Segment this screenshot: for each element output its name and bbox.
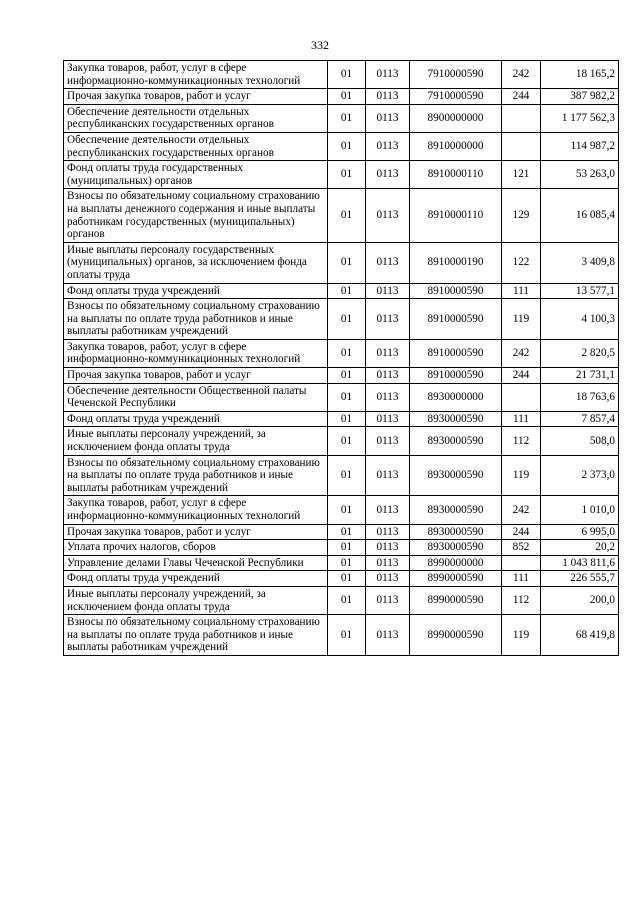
row-expense-type-cell <box>502 104 541 132</box>
row-subsection-cell: 0113 <box>366 89 410 105</box>
row-section-cell: 01 <box>328 61 366 89</box>
row-subsection-cell: 0113 <box>366 299 410 340</box>
row-section-cell: 01 <box>328 383 366 411</box>
row-amount-cell: 114 987,2 <box>541 132 619 160</box>
row-expense-type-cell: 112 <box>502 586 541 614</box>
row-name-cell: Прочая закупка товаров, работ и услуг <box>64 368 328 384</box>
row-subsection-cell: 0113 <box>366 242 410 283</box>
row-name-cell: Взносы по обязательному социальному страхованию на выплаты по оплате труда работников и иные выплаты работникам учреждений <box>64 455 328 496</box>
row-amount-cell: 2 820,5 <box>541 339 619 367</box>
row-expense-type-cell: 242 <box>502 61 541 89</box>
table-row <box>64 61 619 89</box>
row-subsection-cell: 0113 <box>366 455 410 496</box>
row-target-cell: 8910000110 <box>410 189 502 242</box>
table-row <box>64 339 619 367</box>
row-amount-cell: 53 263,0 <box>541 161 619 189</box>
budget-table <box>63 60 619 656</box>
row-name-cell: Иные выплаты персоналу учреждений, за исключением фонда оплаты труда <box>64 427 328 455</box>
row-amount-cell: 387 982,2 <box>541 89 619 105</box>
row-section-cell: 01 <box>328 615 366 656</box>
row-amount-cell: 1 043 811,6 <box>541 555 619 571</box>
row-expense-type-cell <box>502 132 541 160</box>
row-expense-type-cell: 244 <box>502 524 541 540</box>
row-name-cell: Уплата прочих налогов, сборов <box>64 540 328 556</box>
table-row <box>64 161 619 189</box>
table-row <box>64 368 619 384</box>
row-section-cell: 01 <box>328 242 366 283</box>
row-subsection-cell: 0113 <box>366 540 410 556</box>
row-section-cell: 01 <box>328 368 366 384</box>
table-row <box>64 411 619 427</box>
row-subsection-cell: 0113 <box>366 189 410 242</box>
row-target-cell: 8990000590 <box>410 615 502 656</box>
row-target-cell: 8990000590 <box>410 586 502 614</box>
row-amount-cell: 6 995,0 <box>541 524 619 540</box>
table-row <box>64 615 619 656</box>
row-expense-type-cell: 121 <box>502 161 541 189</box>
page-number: 332 <box>311 38 329 52</box>
row-subsection-cell: 0113 <box>366 524 410 540</box>
row-target-cell: 8910000590 <box>410 283 502 299</box>
row-amount-cell: 7 857,4 <box>541 411 619 427</box>
row-expense-type-cell <box>502 383 541 411</box>
row-expense-type-cell: 111 <box>502 571 541 587</box>
row-name-cell: Обеспечение деятельности отдельных республиканских государственных органов <box>64 132 328 160</box>
row-target-cell: 8910000190 <box>410 242 502 283</box>
row-subsection-cell: 0113 <box>366 496 410 524</box>
row-section-cell: 01 <box>328 571 366 587</box>
row-section-cell: 01 <box>328 496 366 524</box>
row-target-cell: 8930000000 <box>410 383 502 411</box>
row-name-cell: Иные выплаты персоналу учреждений, за исключением фонда оплаты труда <box>64 586 328 614</box>
row-subsection-cell: 0113 <box>366 132 410 160</box>
row-section-cell: 01 <box>328 524 366 540</box>
row-name-cell: Прочая закупка товаров, работ и услуг <box>64 89 328 105</box>
row-section-cell: 01 <box>328 339 366 367</box>
row-expense-type-cell: 244 <box>502 368 541 384</box>
row-amount-cell: 200,0 <box>541 586 619 614</box>
row-section-cell: 01 <box>328 104 366 132</box>
row-amount-cell: 68 419,8 <box>541 615 619 656</box>
row-name-cell: Фонд оплаты труда учреждений <box>64 571 328 587</box>
row-amount-cell: 226 555,7 <box>541 571 619 587</box>
row-target-cell: 8930000590 <box>410 411 502 427</box>
row-expense-type-cell: 242 <box>502 496 541 524</box>
row-name-cell: Фонд оплаты труда государственных (муниципальных) органов <box>64 161 328 189</box>
table-row <box>64 524 619 540</box>
row-amount-cell: 21 731,1 <box>541 368 619 384</box>
row-target-cell: 8910000000 <box>410 132 502 160</box>
table-row <box>64 283 619 299</box>
row-subsection-cell: 0113 <box>366 615 410 656</box>
table-row <box>64 455 619 496</box>
row-amount-cell: 1 177 562,3 <box>541 104 619 132</box>
table-row <box>64 540 619 556</box>
row-name-cell: Обеспечение деятельности отдельных республиканских государственных органов <box>64 104 328 132</box>
row-section-cell: 01 <box>328 555 366 571</box>
table-row <box>64 496 619 524</box>
table-row <box>64 89 619 105</box>
row-section-cell: 01 <box>328 540 366 556</box>
row-amount-cell: 18 165,2 <box>541 61 619 89</box>
row-section-cell: 01 <box>328 89 366 105</box>
row-expense-type-cell: 242 <box>502 339 541 367</box>
row-amount-cell: 13 577,1 <box>541 283 619 299</box>
row-expense-type-cell: 119 <box>502 615 541 656</box>
row-target-cell: 8910000110 <box>410 161 502 189</box>
row-target-cell: 8910000590 <box>410 299 502 340</box>
row-subsection-cell: 0113 <box>366 161 410 189</box>
row-section-cell: 01 <box>328 455 366 496</box>
row-amount-cell: 1 010,0 <box>541 496 619 524</box>
table-row <box>64 427 619 455</box>
row-name-cell: Закупка товаров, работ, услуг в сфере информационно-коммуникационных технологий <box>64 339 328 367</box>
table-row <box>64 383 619 411</box>
row-target-cell: 8990000000 <box>410 555 502 571</box>
row-section-cell: 01 <box>328 299 366 340</box>
row-subsection-cell: 0113 <box>366 555 410 571</box>
row-subsection-cell: 0113 <box>366 283 410 299</box>
row-name-cell: Взносы по обязательному социальному страхованию на выплаты денежного содержания и иные выплаты работникам государственных (муниципальных) органов <box>64 189 328 242</box>
row-target-cell: 8930000590 <box>410 455 502 496</box>
row-expense-type-cell: 244 <box>502 89 541 105</box>
row-target-cell: 8910000590 <box>410 368 502 384</box>
table-row <box>64 299 619 340</box>
row-name-cell: Фонд оплаты труда учреждений <box>64 283 328 299</box>
row-target-cell: 7910000590 <box>410 61 502 89</box>
row-target-cell: 8910000590 <box>410 339 502 367</box>
row-name-cell: Прочая закупка товаров, работ и услуг <box>64 524 328 540</box>
table-row <box>64 242 619 283</box>
row-subsection-cell: 0113 <box>366 411 410 427</box>
row-subsection-cell: 0113 <box>366 571 410 587</box>
row-expense-type-cell: 129 <box>502 189 541 242</box>
row-subsection-cell: 0113 <box>366 427 410 455</box>
row-expense-type-cell: 111 <box>502 283 541 299</box>
row-subsection-cell: 0113 <box>366 339 410 367</box>
row-section-cell: 01 <box>328 161 366 189</box>
row-expense-type-cell <box>502 555 541 571</box>
row-amount-cell: 18 763,6 <box>541 383 619 411</box>
row-amount-cell: 4 100,3 <box>541 299 619 340</box>
row-name-cell: Взносы по обязательному социальному страхованию на выплаты по оплате труда работников и иные выплаты работникам учреждений <box>64 615 328 656</box>
row-section-cell: 01 <box>328 132 366 160</box>
row-section-cell: 01 <box>328 189 366 242</box>
row-subsection-cell: 0113 <box>366 104 410 132</box>
table-row <box>64 104 619 132</box>
row-section-cell: 01 <box>328 283 366 299</box>
row-name-cell: Обеспечение деятельности Общественной палаты Чеченской Республики <box>64 383 328 411</box>
row-target-cell: 8930000590 <box>410 427 502 455</box>
row-target-cell: 8930000590 <box>410 496 502 524</box>
row-name-cell: Фонд оплаты труда учреждений <box>64 411 328 427</box>
row-subsection-cell: 0113 <box>366 586 410 614</box>
row-target-cell: 8990000590 <box>410 571 502 587</box>
row-expense-type-cell: 111 <box>502 411 541 427</box>
row-name-cell: Взносы по обязательному социальному страхованию на выплаты по оплате труда работников и иные выплаты работникам учреждений <box>64 299 328 340</box>
row-target-cell: 8930000590 <box>410 540 502 556</box>
row-target-cell: 8900000000 <box>410 104 502 132</box>
row-name-cell: Закупка товаров, работ, услуг в сфере информационно-коммуникационных технологий <box>64 61 328 89</box>
row-subsection-cell: 0113 <box>366 368 410 384</box>
row-amount-cell: 2 373,0 <box>541 455 619 496</box>
budget-table-body <box>64 61 619 656</box>
row-expense-type-cell: 112 <box>502 427 541 455</box>
row-expense-type-cell: 119 <box>502 455 541 496</box>
row-name-cell: Иные выплаты персоналу государственных (муниципальных) органов, за исключением фонда оплаты труда <box>64 242 328 283</box>
table-row <box>64 555 619 571</box>
row-section-cell: 01 <box>328 411 366 427</box>
table-row <box>64 189 619 242</box>
row-amount-cell: 16 085,4 <box>541 189 619 242</box>
row-subsection-cell: 0113 <box>366 61 410 89</box>
row-amount-cell: 20,2 <box>541 540 619 556</box>
table-row <box>64 132 619 160</box>
row-expense-type-cell: 852 <box>502 540 541 556</box>
row-target-cell: 7910000590 <box>410 89 502 105</box>
row-amount-cell: 3 409,8 <box>541 242 619 283</box>
row-name-cell: Закупка товаров, работ, услуг в сфере информационно-коммуникационных технологий <box>64 496 328 524</box>
row-section-cell: 01 <box>328 427 366 455</box>
row-name-cell: Управление делами Главы Чеченской Республики <box>64 555 328 571</box>
row-expense-type-cell: 119 <box>502 299 541 340</box>
row-target-cell: 8930000590 <box>410 524 502 540</box>
row-amount-cell: 508,0 <box>541 427 619 455</box>
row-expense-type-cell: 122 <box>502 242 541 283</box>
table-row <box>64 586 619 614</box>
row-section-cell: 01 <box>328 586 366 614</box>
table-row <box>64 571 619 587</box>
row-subsection-cell: 0113 <box>366 383 410 411</box>
